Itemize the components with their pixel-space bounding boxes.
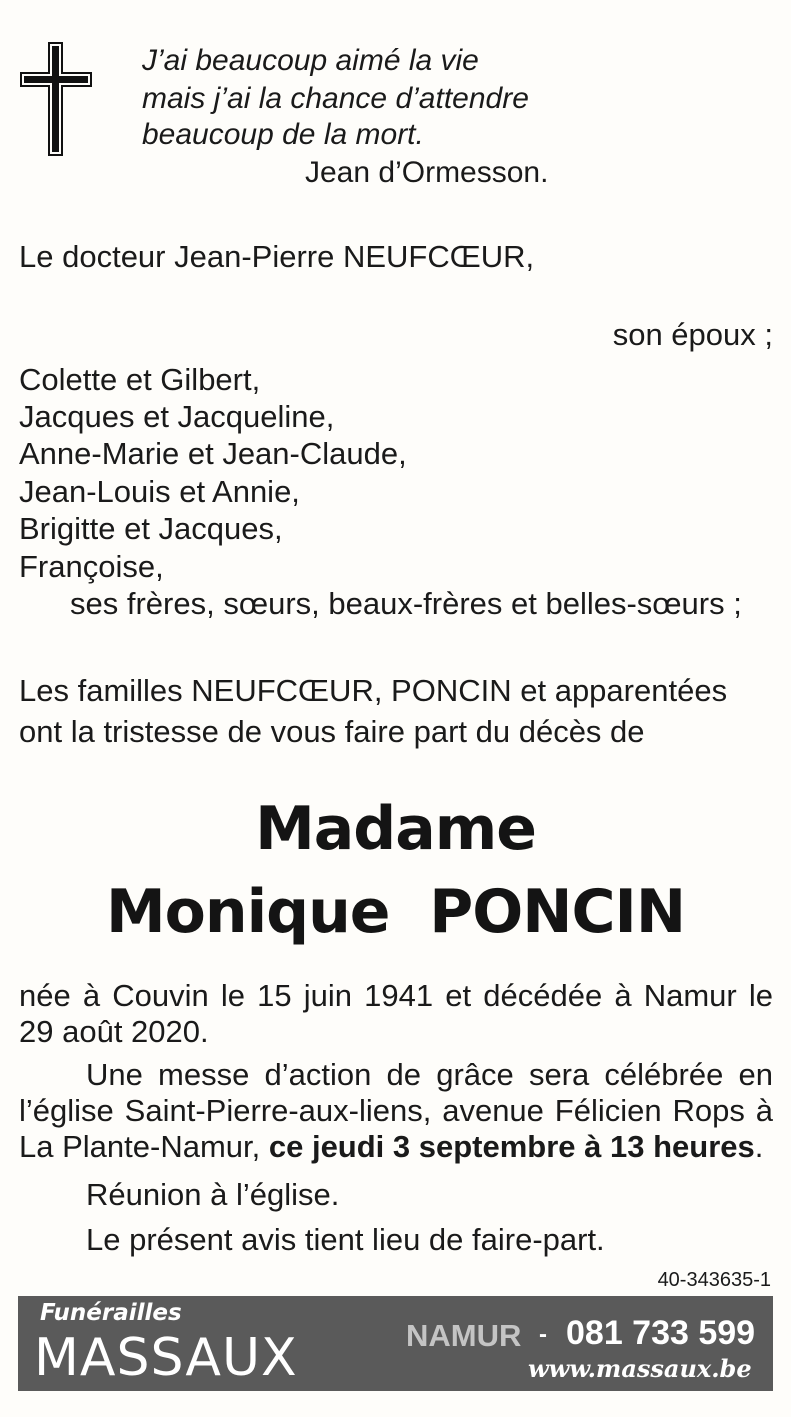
quote-line-3: beaucoup de la mort. [142, 118, 424, 151]
spouse-name: Le docteur Jean-Pierre NEUFCŒUR, [19, 239, 535, 274]
quote-line-2: mais j’ai la chance d’attendre [142, 82, 529, 115]
deceased-name: Monique PONCIN [105, 877, 686, 947]
separator: - [539, 1321, 547, 1348]
quote-line-1: J’ai beaucoup aimé la vie [142, 44, 479, 77]
birth-death-dates: née à Couvin le 15 juin 1941 et décédée à Namur le 29 août 2020. [19, 978, 773, 1049]
website-link: www.massaux.be [528, 1354, 752, 1383]
mass-end: . [754, 1129, 764, 1164]
sibling-couple: Jacques et Jacqueline, [19, 399, 335, 434]
reference-number: 40-343635-1 [657, 1269, 771, 1291]
notice-note: Le présent avis tient lieu de faire-part. [86, 1222, 605, 1257]
families-line-2: ont la tristesse de vous faire part du décès de [19, 714, 645, 749]
siblings-role: ses frères, sœurs, beaux-frères et belles-sœurs ; [70, 586, 742, 621]
mass-announcement [19, 1057, 773, 1165]
sibling-couple: Brigitte et Jacques, [19, 511, 283, 546]
sibling-couple: Jean-Louis et Annie, [19, 474, 300, 509]
cross-icon [20, 42, 92, 156]
city-label: NAMUR [406, 1318, 522, 1353]
mass-date-time: ce jeudi 3 septembre à 13 heures [268, 1129, 755, 1164]
sibling-couple: Françoise, [19, 549, 164, 584]
funeral-home-banner [18, 1296, 773, 1391]
mass-text: Une messe d’action de grâce sera célébrée en l’église Saint-Pierre-aux-liens, avenue Félicien Rops à La Plante-Namur, [19, 1057, 773, 1164]
sibling-couple: Colette et Gilbert, [19, 362, 261, 397]
meeting-note: Réunion à l’église. [86, 1177, 340, 1212]
spouse-role: son époux ; [612, 317, 773, 352]
sibling-couple: Anne-Marie et Jean-Claude, [19, 436, 407, 471]
deceased-title: Madame [255, 794, 536, 864]
phone-number: 081 733 599 [566, 1314, 756, 1352]
brand-name: MASSAUX [34, 1328, 298, 1388]
quote-author: Jean d’Ormesson. [305, 156, 549, 189]
families-line-1: Les familles NEUFCŒUR, PONCIN et apparentées [19, 673, 728, 708]
brand-subtitle: Funérailles [40, 1300, 182, 1326]
